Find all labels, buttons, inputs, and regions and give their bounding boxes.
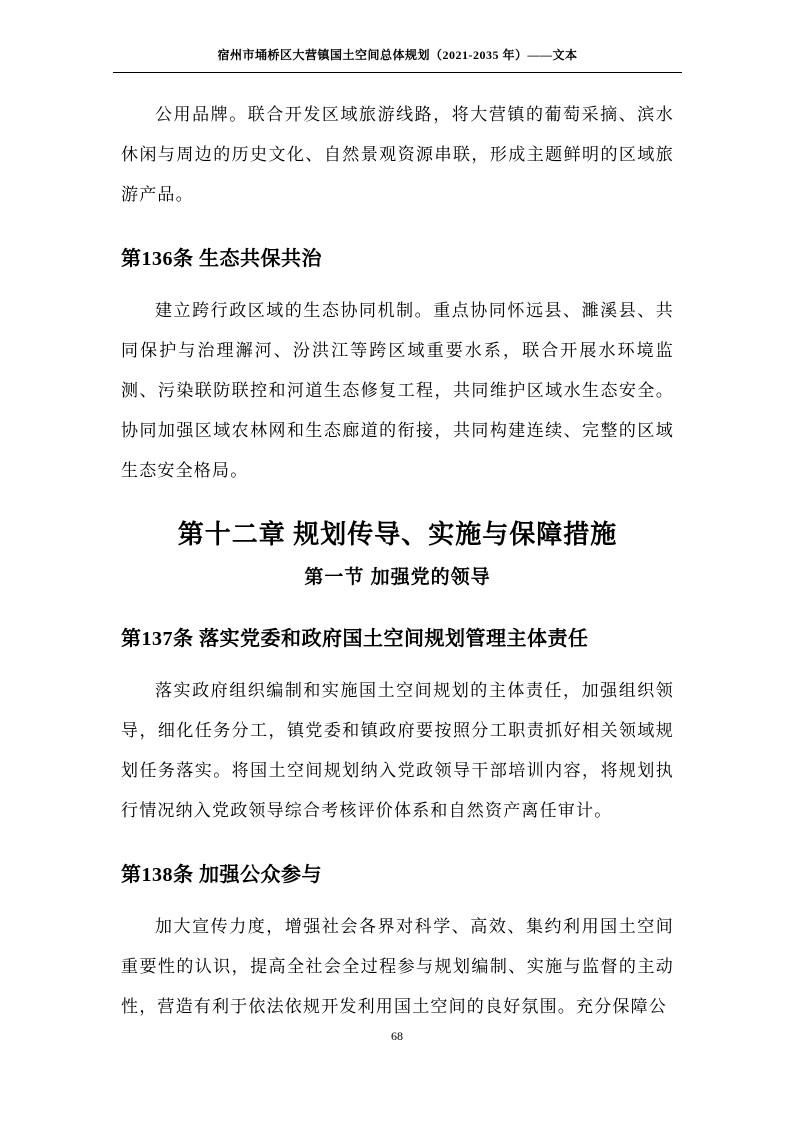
paragraph-article-137: 落实政府组织编制和实施国土空间规划的主体责任，加强组织领导，细化任务分工，镇党委和镇政府要按照分工职责抓好相关领域规划任务落实。将国土空间规划纳入党政领导干部培训内容，将规划执行情况纳入党政领导综合考核评价体系和自然资产离任审计。 bbox=[121, 681, 674, 820]
page-number: 68 bbox=[391, 1029, 403, 1043]
article-137-heading: 第137条 落实党委和政府国土空间规划管理主体责任 bbox=[121, 628, 589, 650]
article-138-heading: 第138条 加强公众参与 bbox=[121, 864, 322, 886]
page-header-title: 宿州市埇桥区大营镇国土空间总体规划（2021-2035 年）——文本 bbox=[113, 46, 682, 73]
chapter-12-heading: 第十二章 规划传导、实施与保障措施 bbox=[177, 520, 618, 549]
document-body bbox=[121, 75, 674, 1027]
article-136-heading: 第136条 生态共保共治 bbox=[121, 248, 322, 270]
section-1-heading: 第一节 加强党的领导 bbox=[304, 567, 491, 588]
paragraph-article-138: 加大宣传力度，增强社会各界对科学、高效、集约利用国土空间重要性的认识，提高全社会全过程参与规划编制、实施与监督的主动性，营造有利于依法依规开发利用国土空间的良好氛围。充分保障公 bbox=[121, 917, 674, 1016]
paragraph-region-tourism: 公用品牌。联合开发区域旅游线路，将大营镇的葡萄采摘、滨水休闲与周边的历史文化、自然景观资源串联，形成主题鲜明的区域旅游产品。 bbox=[121, 105, 674, 204]
paragraph-article-136: 建立跨行政区域的生态协同机制。重点协同怀远县、濉溪县、共同保护与治理澥河、汾洪江等跨区域重要水系，联合开展水环境监测、污染联防联控和河道生态修复工程，共同维护区域水生态安全。协同加强区域农林网和生态廊道的衔接，共同构建连续、完整的区域生态安全格局。 bbox=[121, 301, 674, 480]
